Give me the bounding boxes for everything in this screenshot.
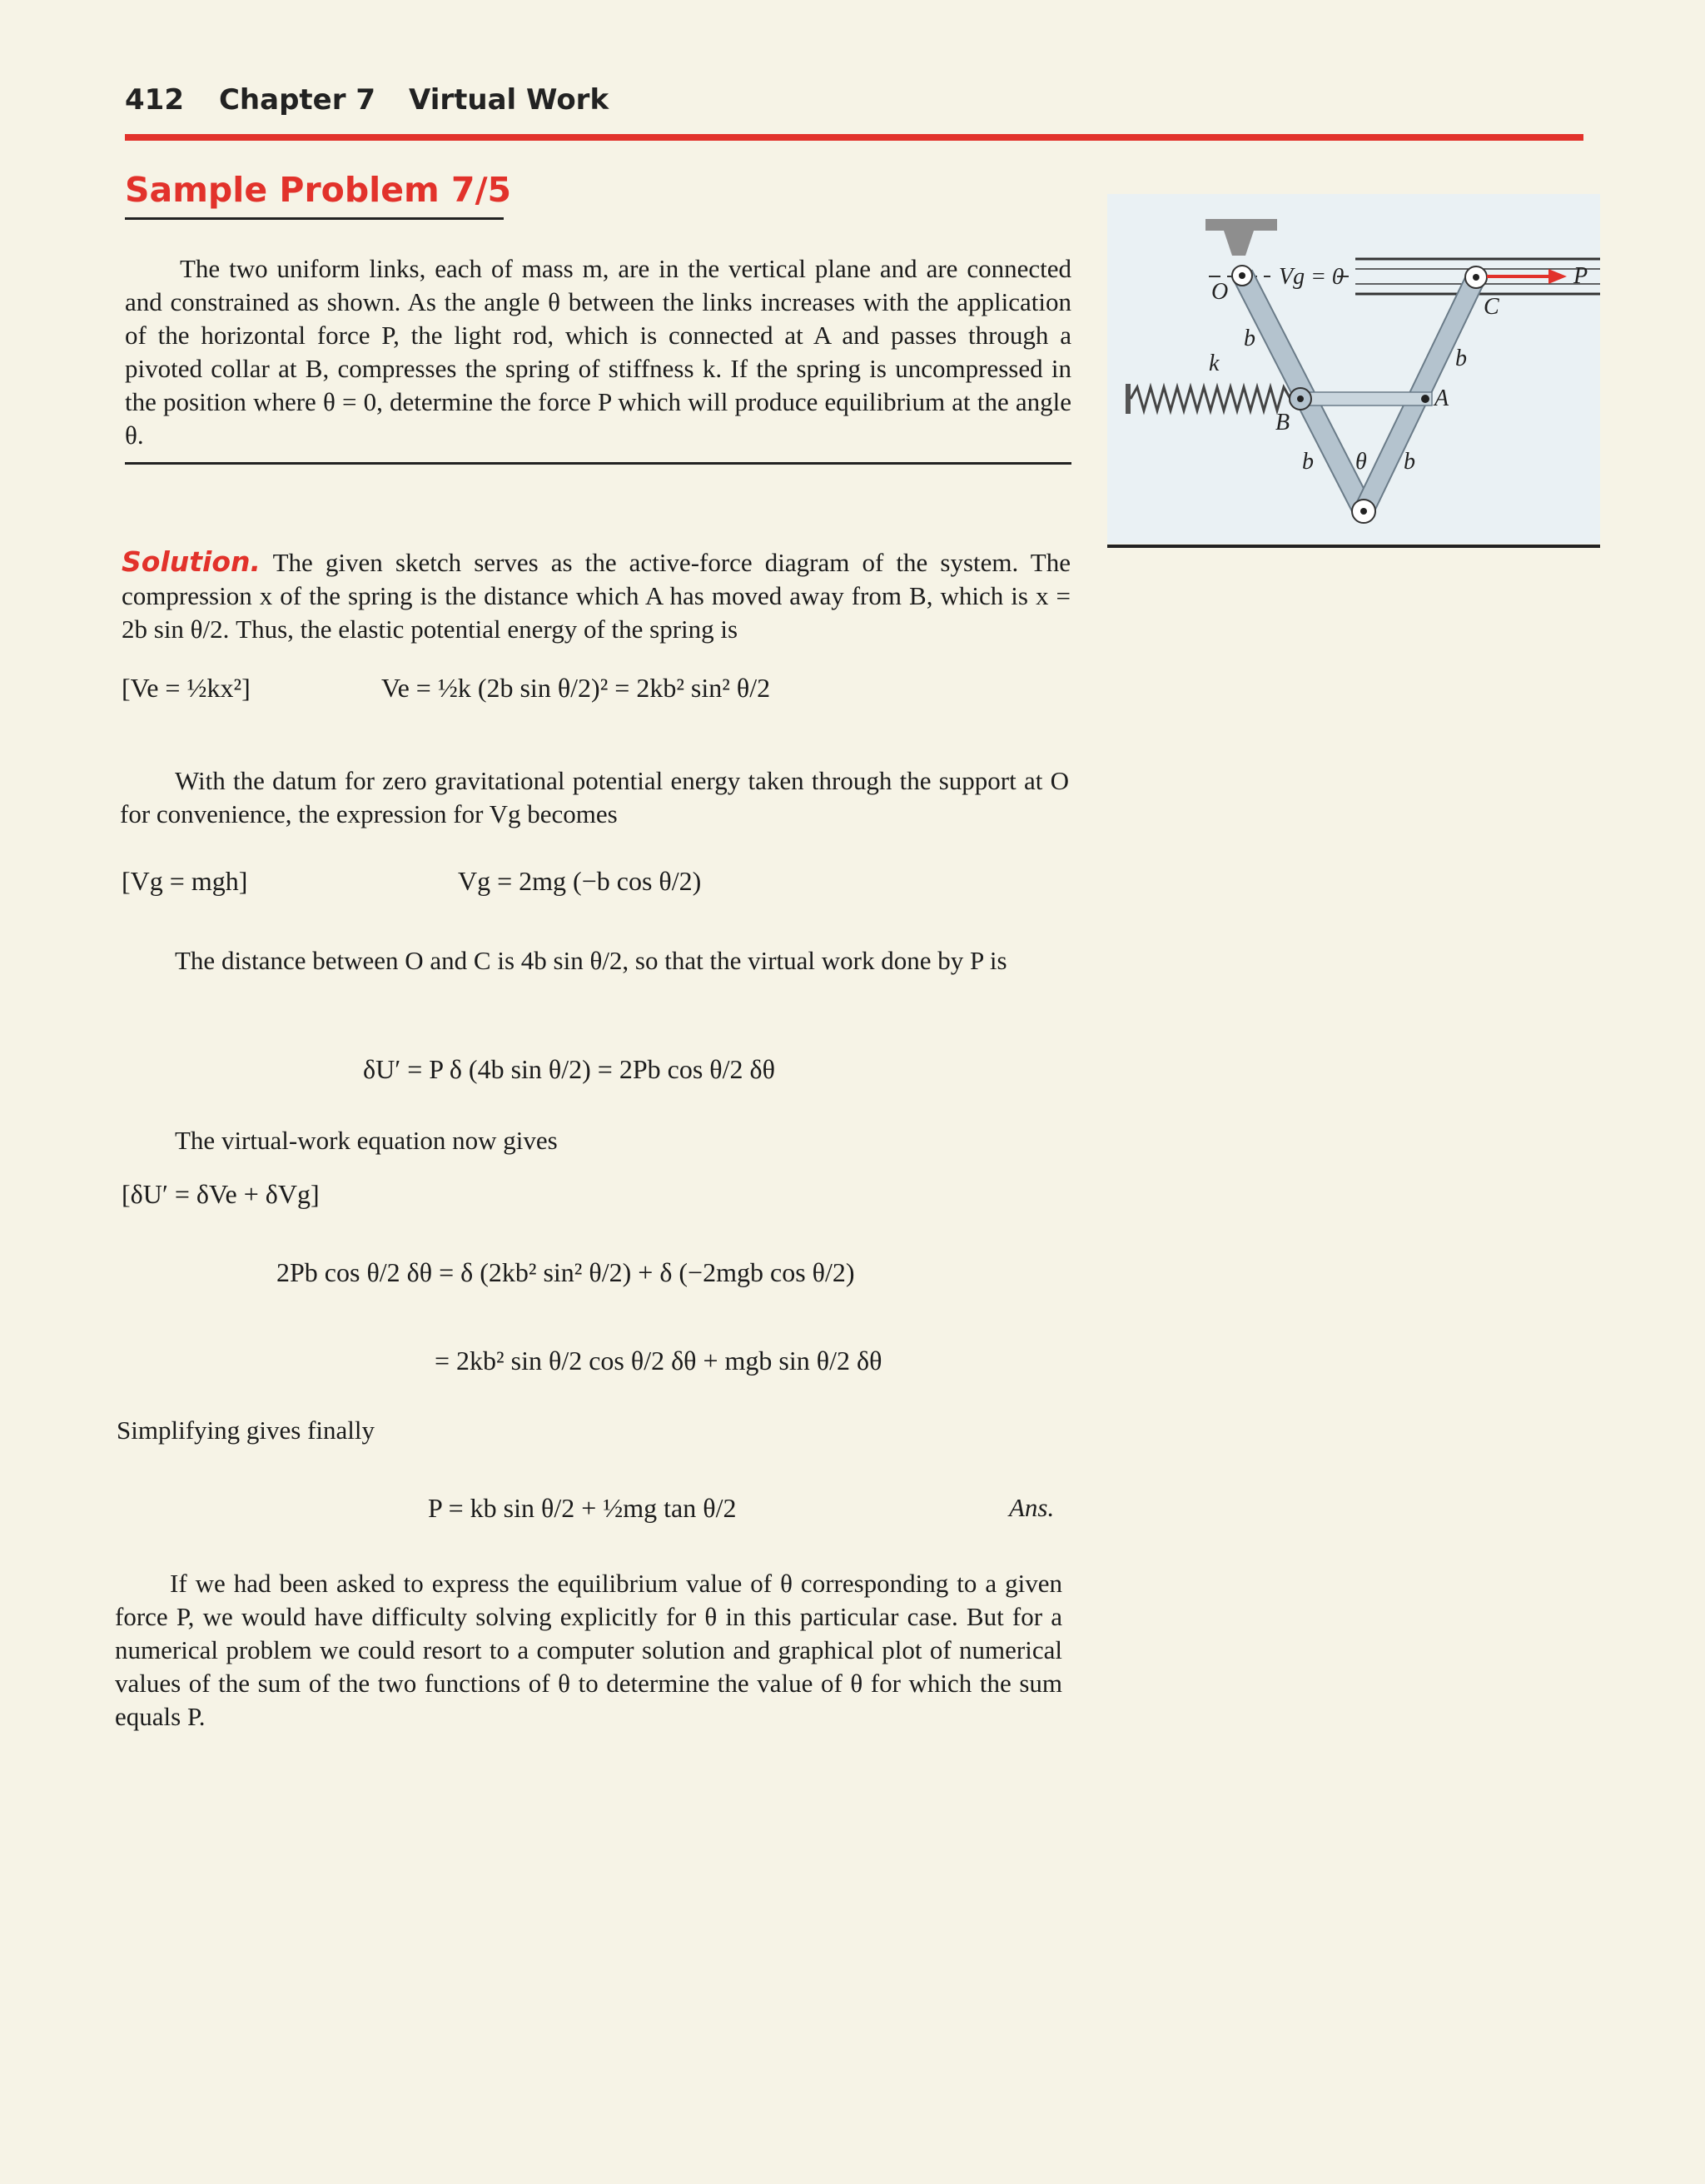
running-head bbox=[125, 83, 609, 117]
page-number: 412 bbox=[125, 83, 184, 117]
support-o-bracket bbox=[1224, 231, 1254, 256]
pin-a bbox=[1421, 395, 1429, 403]
label-b: B bbox=[1275, 410, 1290, 435]
label-b-upper-left: b bbox=[1244, 326, 1255, 351]
support-o bbox=[1205, 219, 1277, 231]
vg-equation: Vg = 2mg (−b cos θ/2) bbox=[458, 866, 702, 896]
vg-rule: [Vg = mgh] bbox=[122, 866, 248, 896]
chapter-title: Virtual Work bbox=[409, 83, 609, 117]
problem-statement bbox=[125, 252, 1071, 452]
problem-text: The two uniform links, each of mass m, are in the vertical plane and are connected and constrained as shown. As the angle θ between the links increases with the application of the horizontal force P, the light rod, which is connected at A and passes through a pivoted collar at B, compresses the spring of stiffness k. If the spring is uncompressed in the position where θ = 0, determine the force P which will produce equilibrium at the angle θ. bbox=[125, 254, 1071, 450]
pin-c-center bbox=[1473, 274, 1479, 281]
datum-paragraph bbox=[120, 764, 1069, 831]
solution-text: The given sketch serves as the active-force diagram of the system. The compression x of the spring is the distance which A has moved away from B, which is x = 2b sin θ/2. Thus, the elastic potential energy of the spring is bbox=[122, 548, 1071, 644]
problem-rule bbox=[125, 462, 1071, 465]
solution-intro bbox=[122, 545, 1071, 646]
ve-rule: [Ve = ½kx²] bbox=[122, 673, 251, 703]
label-b-upper-right: b bbox=[1455, 346, 1467, 371]
vw-equation-1: 2Pb cos θ/2 δθ = δ (2kb² sin² θ/2) + δ (−2mgb cos θ/2) bbox=[276, 1257, 855, 1287]
mechanism-diagram bbox=[1107, 194, 1600, 544]
spring-anchor bbox=[1126, 384, 1131, 414]
label-p: P bbox=[1573, 263, 1588, 289]
label-b-lower-right: b bbox=[1404, 449, 1415, 475]
figure-rule bbox=[1107, 545, 1600, 548]
spring-coil bbox=[1131, 387, 1305, 410]
mechanism-figure bbox=[1107, 194, 1600, 544]
pin-bottom-center bbox=[1360, 508, 1367, 515]
title-underline bbox=[125, 217, 504, 220]
datum-text: With the datum for zero gravitational potential energy taken through the support at O for convenience, the expression for Vg becomes bbox=[120, 766, 1069, 828]
label-c: C bbox=[1484, 294, 1499, 320]
closing-paragraph bbox=[115, 1567, 1062, 1734]
label-theta: θ bbox=[1355, 449, 1367, 475]
ve-equation: Ve = ½k (2b sin θ/2)² = 2kb² sin² θ/2 bbox=[381, 673, 771, 703]
vw-intro-text: The virtual-work equation now gives bbox=[175, 1126, 558, 1155]
simplify-paragraph bbox=[117, 1414, 1066, 1447]
final-equation: P = kb sin θ/2 + ½mg tan θ/2 bbox=[428, 1493, 737, 1523]
closing-text: If we had been asked to express the equilibrium value of θ corresponding to a given force P, we would have difficulty solving explicitly for θ in this particular case. But for a numerical problem we could resort to a computer solution and graphical plot of numerical values of the sum of the two functions of θ to determine the value of θ for which the sum equals P. bbox=[115, 1569, 1062, 1731]
collar-b-pin bbox=[1297, 396, 1304, 402]
vw-intro-paragraph bbox=[120, 1124, 1069, 1157]
simplify-text: Simplifying gives finally bbox=[117, 1415, 375, 1445]
vg-zero-label: Vg = 0 bbox=[1279, 264, 1344, 290]
virtual-work-equation: δU′ = P δ (4b sin θ/2) = 2Pb cos θ/2 δθ bbox=[363, 1054, 775, 1084]
label-b-lower-left: b bbox=[1302, 449, 1314, 475]
label-a: A bbox=[1434, 386, 1449, 411]
header-rule bbox=[125, 134, 1583, 141]
distance-paragraph bbox=[120, 944, 1069, 978]
distance-text: The distance between O and C is 4b sin θ/2, so that the virtual work done by P is bbox=[175, 946, 1007, 975]
answer-label: Ans. bbox=[1009, 1493, 1055, 1522]
force-p-arrowhead bbox=[1548, 269, 1567, 284]
vw-equation-2: = 2kb² sin θ/2 cos θ/2 δθ + mgb sin θ/2 δθ bbox=[435, 1346, 882, 1376]
vw-rule: [δU′ = δVe + δVg] bbox=[122, 1179, 320, 1209]
label-o: O bbox=[1211, 279, 1229, 305]
sample-problem-title: Sample Problem 7/5 bbox=[125, 170, 512, 210]
rod-ab bbox=[1304, 392, 1432, 405]
label-k: k bbox=[1209, 351, 1220, 376]
pin-o-center bbox=[1239, 272, 1245, 279]
solution-label: Solution. bbox=[122, 545, 261, 578]
chapter-label: Chapter 7 bbox=[218, 83, 375, 117]
